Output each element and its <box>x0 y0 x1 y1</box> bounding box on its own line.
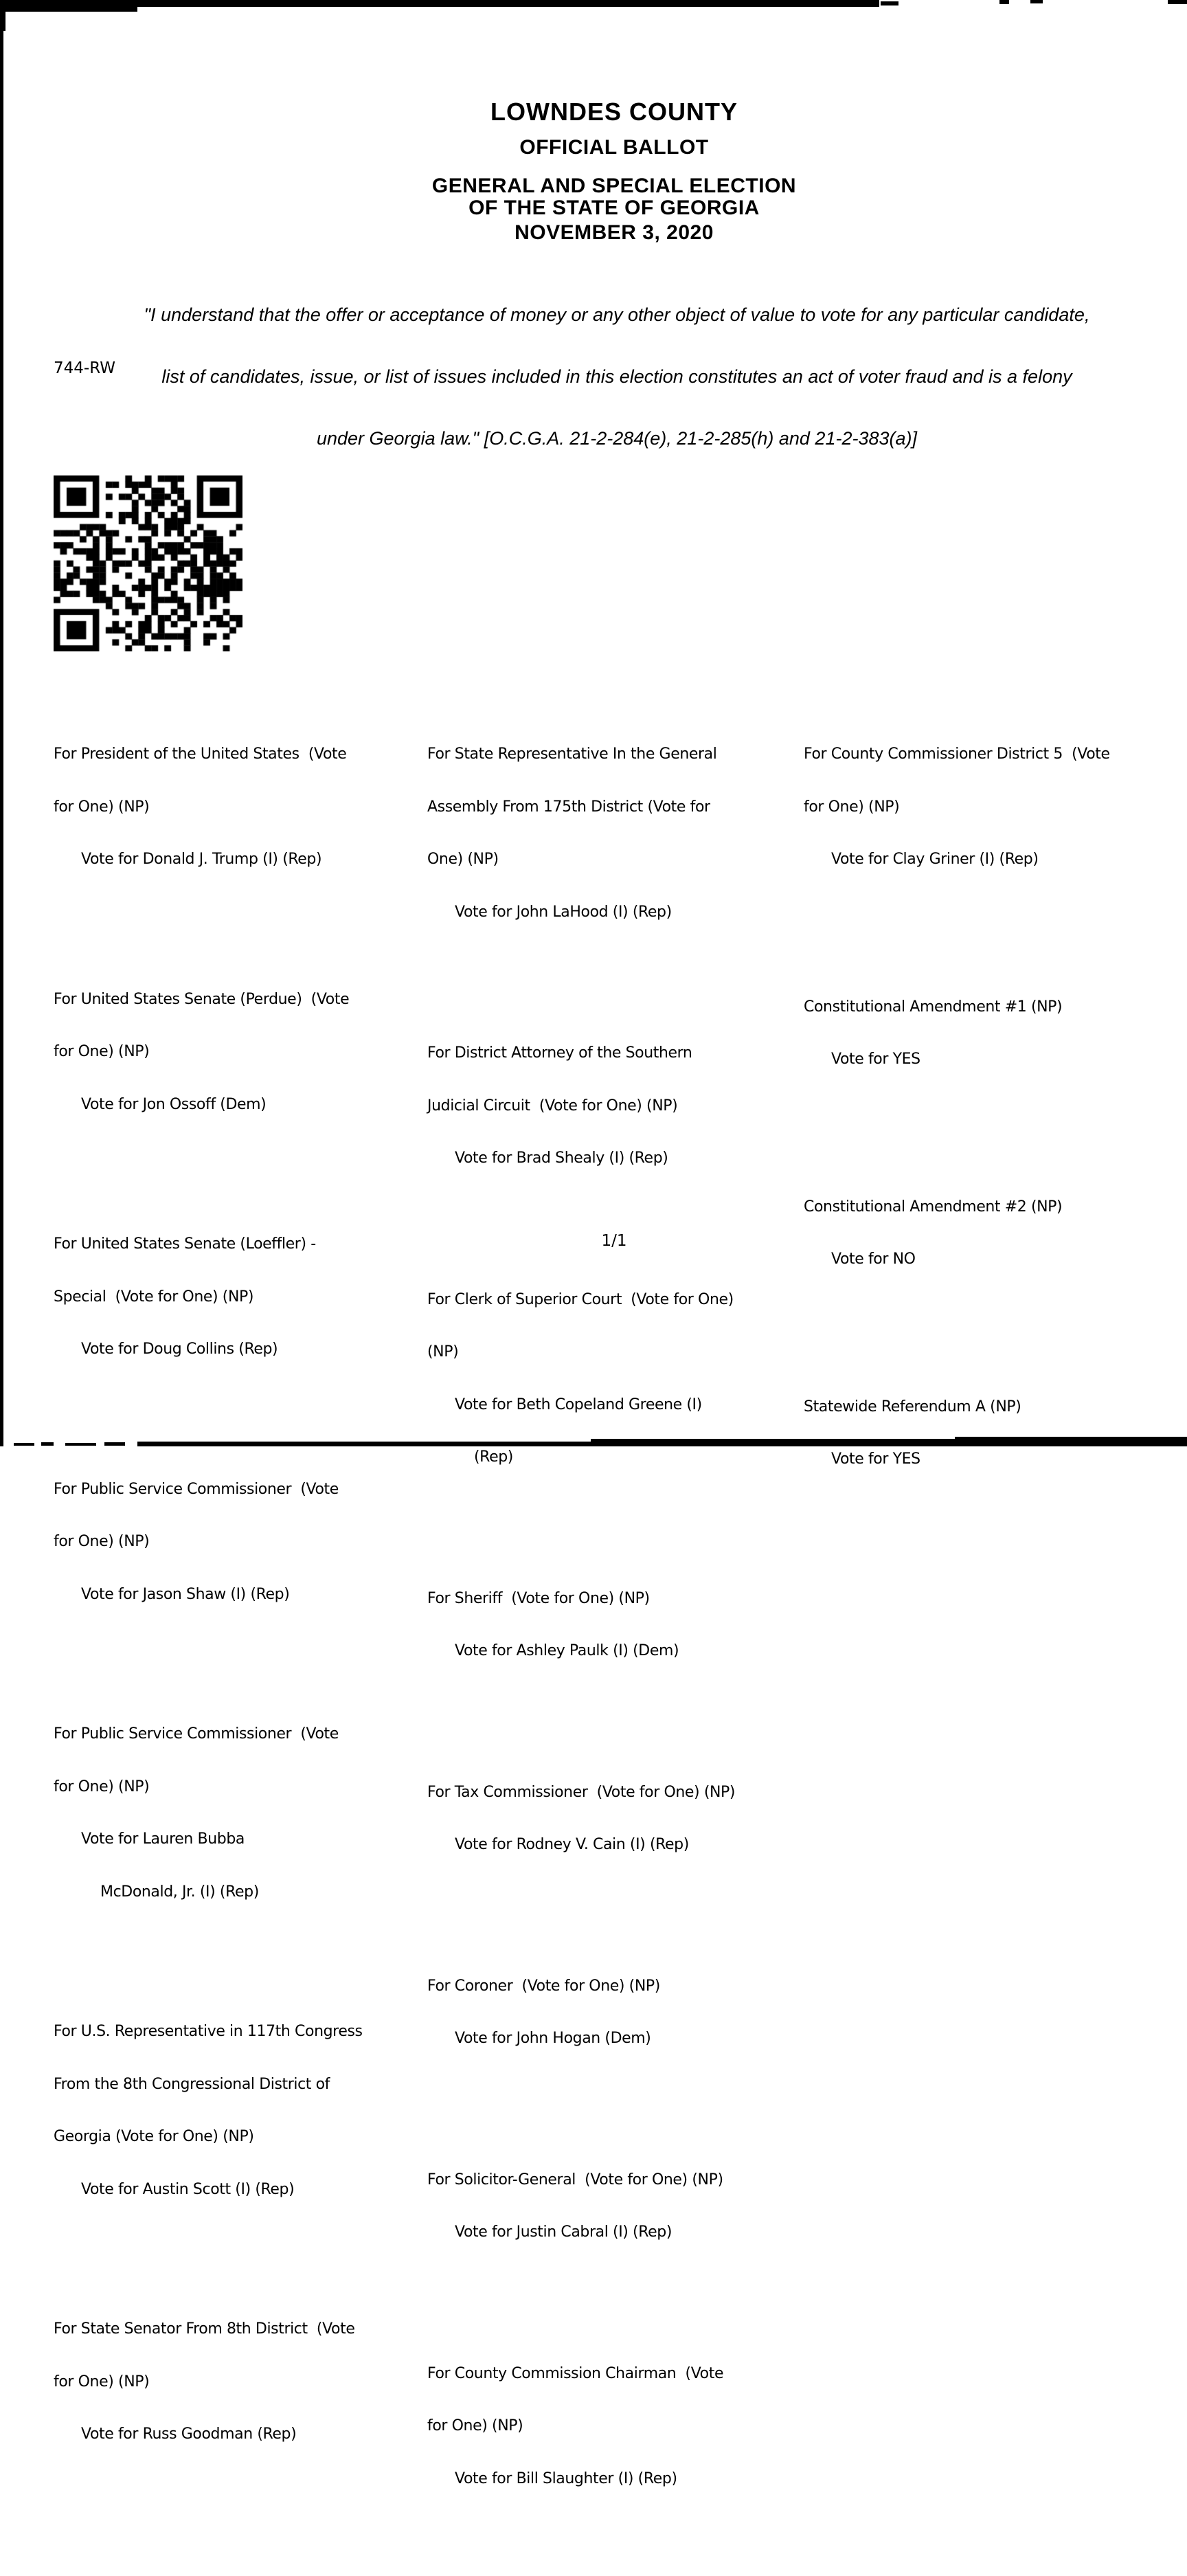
contest-title-line: For United States Senate (Perdue) (Vote <box>54 990 350 1008</box>
vote-selection-line: Vote for Rodney V. Cain (I) (Rep) <box>455 1836 689 1853</box>
contest-title-line: One) (NP) <box>427 851 499 868</box>
contest-sheriff <box>427 1555 735 1695</box>
contest-district-attorney-southern-circuit <box>427 1009 735 1202</box>
contest-solicitor-general <box>427 2136 735 2276</box>
contest-county-commission-chairman <box>427 2330 735 2523</box>
election-date: NOVEMBER 3, 2020 <box>515 221 714 244</box>
contest-state-senator-8th <box>54 2285 363 2478</box>
disclaimer-line: under Georgia law." [O.C.G.A. 21-2-284(e), 21-2-285(h) and 21-2-383(a)] <box>316 428 918 449</box>
contest-title-line: For District Attorney of the Southern <box>427 1044 692 1062</box>
contest-title-line: for One) (NP) <box>54 1043 150 1060</box>
contest-title-line: For President of the United States (Vote <box>54 746 347 763</box>
vote-selection-line: Vote for Doug Collins (Rep) <box>81 1341 278 1358</box>
vote-selection-line: Vote for Justin Cabral (I) (Rep) <box>455 2224 672 2241</box>
ballot-column-3 <box>804 675 1110 1563</box>
contest-state-representative-175th <box>427 710 735 956</box>
contest-coroner <box>427 1942 735 2083</box>
scan-edge-bottom-dash <box>41 1442 54 1446</box>
contest-us-senate-loeffler-special <box>54 1200 363 1393</box>
contest-president <box>54 710 363 904</box>
vote-selection-line: (Rep) <box>474 1448 513 1466</box>
disclaimer-line: list of candidates, issue, or list of issues included in this election constitutes an act of voter fraud and is a felony <box>161 366 1072 387</box>
contest-title-line: for One) (NP) <box>54 1778 150 1795</box>
contest-title-line: For Solicitor-General (Vote for One) (NP) <box>427 2171 723 2188</box>
county-title: LOWNDES COUNTY <box>490 98 738 126</box>
contest-title-line: For Coroner (Vote for One) (NP) <box>427 1977 660 1995</box>
contest-title-line: For Public Service Commissioner (Vote <box>54 1725 339 1743</box>
vote-selection-line: McDonald, Jr. (I) (Rep) <box>100 1883 259 1901</box>
vote-selection-line: Vote for YES <box>831 1051 920 1068</box>
vote-selection-line: Vote for Donald J. Trump (I) (Rep) <box>81 851 322 868</box>
ballot-column-2 <box>427 675 735 2576</box>
scan-edge-top-dash <box>881 1 898 5</box>
contest-title-line: For Public Service Commissioner (Vote <box>54 1480 339 1498</box>
scan-edge-top-dash <box>1030 0 1043 3</box>
contest-statewide-referendum-a <box>804 1363 1110 1503</box>
contest-clerk-superior-court <box>427 1256 735 1501</box>
vote-selection-line: Vote for Ashley Paulk (I) (Dem) <box>455 1642 679 1659</box>
vote-selection-line: Vote for Jason Shaw (I) (Rep) <box>81 1585 290 1603</box>
vote-selection-line: Vote for Clay Griner (I) (Rep) <box>831 851 1039 868</box>
election-title-line1: GENERAL AND SPECIAL ELECTION <box>431 175 797 197</box>
contest-title-line: For County Commissioner District 5 (Vote <box>804 746 1110 763</box>
vote-selection-line: Vote for John Hogan (Dem) <box>455 2030 651 2047</box>
vote-selection-line: Vote for John LaHood (I) (Rep) <box>455 903 672 921</box>
scan-edge-top-dash <box>999 0 1009 4</box>
vote-selection-line: Vote for YES <box>831 1451 920 1468</box>
page-number: 1/1 <box>601 1232 627 1250</box>
contest-title-line: Judicial Circuit (Vote for One) (NP) <box>427 1097 678 1115</box>
contest-title-line: for One) (NP) <box>54 798 150 816</box>
contest-us-representative-117th <box>54 1988 363 2233</box>
scan-edge-left <box>0 0 3 1446</box>
contest-public-service-commissioner-1 <box>54 1446 363 1639</box>
contest-title-line: Constitutional Amendment #1 (NP) <box>804 998 1063 1016</box>
ballot-column-1 <box>54 675 363 2531</box>
contest-title-line: For State Senator From 8th District (Vote <box>54 2320 355 2338</box>
contest-title-line: For Tax Commissioner (Vote for One) (NP) <box>427 1783 736 1801</box>
contest-title-line: for One) (NP) <box>54 1533 150 1550</box>
vote-selection-line: Vote for Austin Scott (I) (Rep) <box>81 2180 295 2198</box>
contest-title-line: For Sheriff (Vote for One) (NP) <box>427 1589 650 1607</box>
contest-title-line: For United States Senate (Loeffler) - <box>54 1235 316 1253</box>
scan-edge-bottom-dash <box>14 1443 34 1446</box>
scan-edge-top-dash <box>1168 0 1187 4</box>
contest-title-line: Statewide Referendum A (NP) <box>804 1398 1021 1415</box>
voter-fraud-disclaimer <box>44 263 1187 490</box>
contest-title-line: for One) (NP) <box>427 2417 523 2434</box>
disclaimer-line: "I understand that the offer or acceptance of money or any other object of value to vote for any particular candidate, <box>144 304 1090 325</box>
contest-title-line: Constitutional Amendment #2 (NP) <box>804 1198 1063 1216</box>
contest-constitutional-amendment-1 <box>804 963 1110 1104</box>
scan-edge-top-blob <box>0 0 137 12</box>
election-title-line2: OF THE STATE OF GEORGIA <box>468 197 760 219</box>
contest-title-line: For State Representative In the General <box>427 746 717 763</box>
vote-selection-line: Vote for Lauren Bubba <box>81 1830 245 1848</box>
vote-selection-line: Vote for Brad Shealy (I) (Rep) <box>455 1150 668 1167</box>
contest-title-line: for One) (NP) <box>804 798 900 816</box>
contest-tax-commissioner <box>427 1749 735 1889</box>
contest-title-line: Special (Vote for One) (NP) <box>54 1288 254 1306</box>
contest-title-line: For County Commission Chairman (Vote <box>427 2364 724 2382</box>
contest-title-line: for One) (NP) <box>54 2373 150 2390</box>
vote-selection-line: Vote for Bill Slaughter (I) (Rep) <box>455 2469 677 2487</box>
contest-county-commissioner-district5 <box>804 710 1110 904</box>
ballot-style-code: 744-RW <box>54 359 115 377</box>
vote-selection-line: Vote for Beth Copeland Greene (I) <box>455 1396 702 1413</box>
scan-edge-left-blob <box>0 0 5 31</box>
vote-selection-line: Vote for NO <box>831 1251 916 1268</box>
vote-selection-line: Vote for Jon Ossoff (Dem) <box>81 1095 267 1113</box>
ballot-type-title: OFFICIAL BALLOT <box>519 136 709 159</box>
qr-code-icon <box>54 475 242 651</box>
contest-public-service-commissioner-2 <box>54 1690 363 1936</box>
contest-title-line: For Clerk of Superior Court (Vote for One) <box>427 1290 734 1308</box>
contest-title-line: Georgia (Vote for One) (NP) <box>54 2128 254 2145</box>
contest-title-line: Assembly From 175th District (Vote for <box>427 798 710 816</box>
contest-title-line: From the 8th Congressional District of <box>54 2075 330 2093</box>
contest-title-line: For U.S. Representative in 117th Congress <box>54 2023 363 2040</box>
contest-title-line: (NP) <box>427 1343 459 1360</box>
contest-us-senate-perdue <box>54 956 363 1149</box>
vote-selection-line: Vote for Russ Goodman (Rep) <box>81 2426 297 2443</box>
